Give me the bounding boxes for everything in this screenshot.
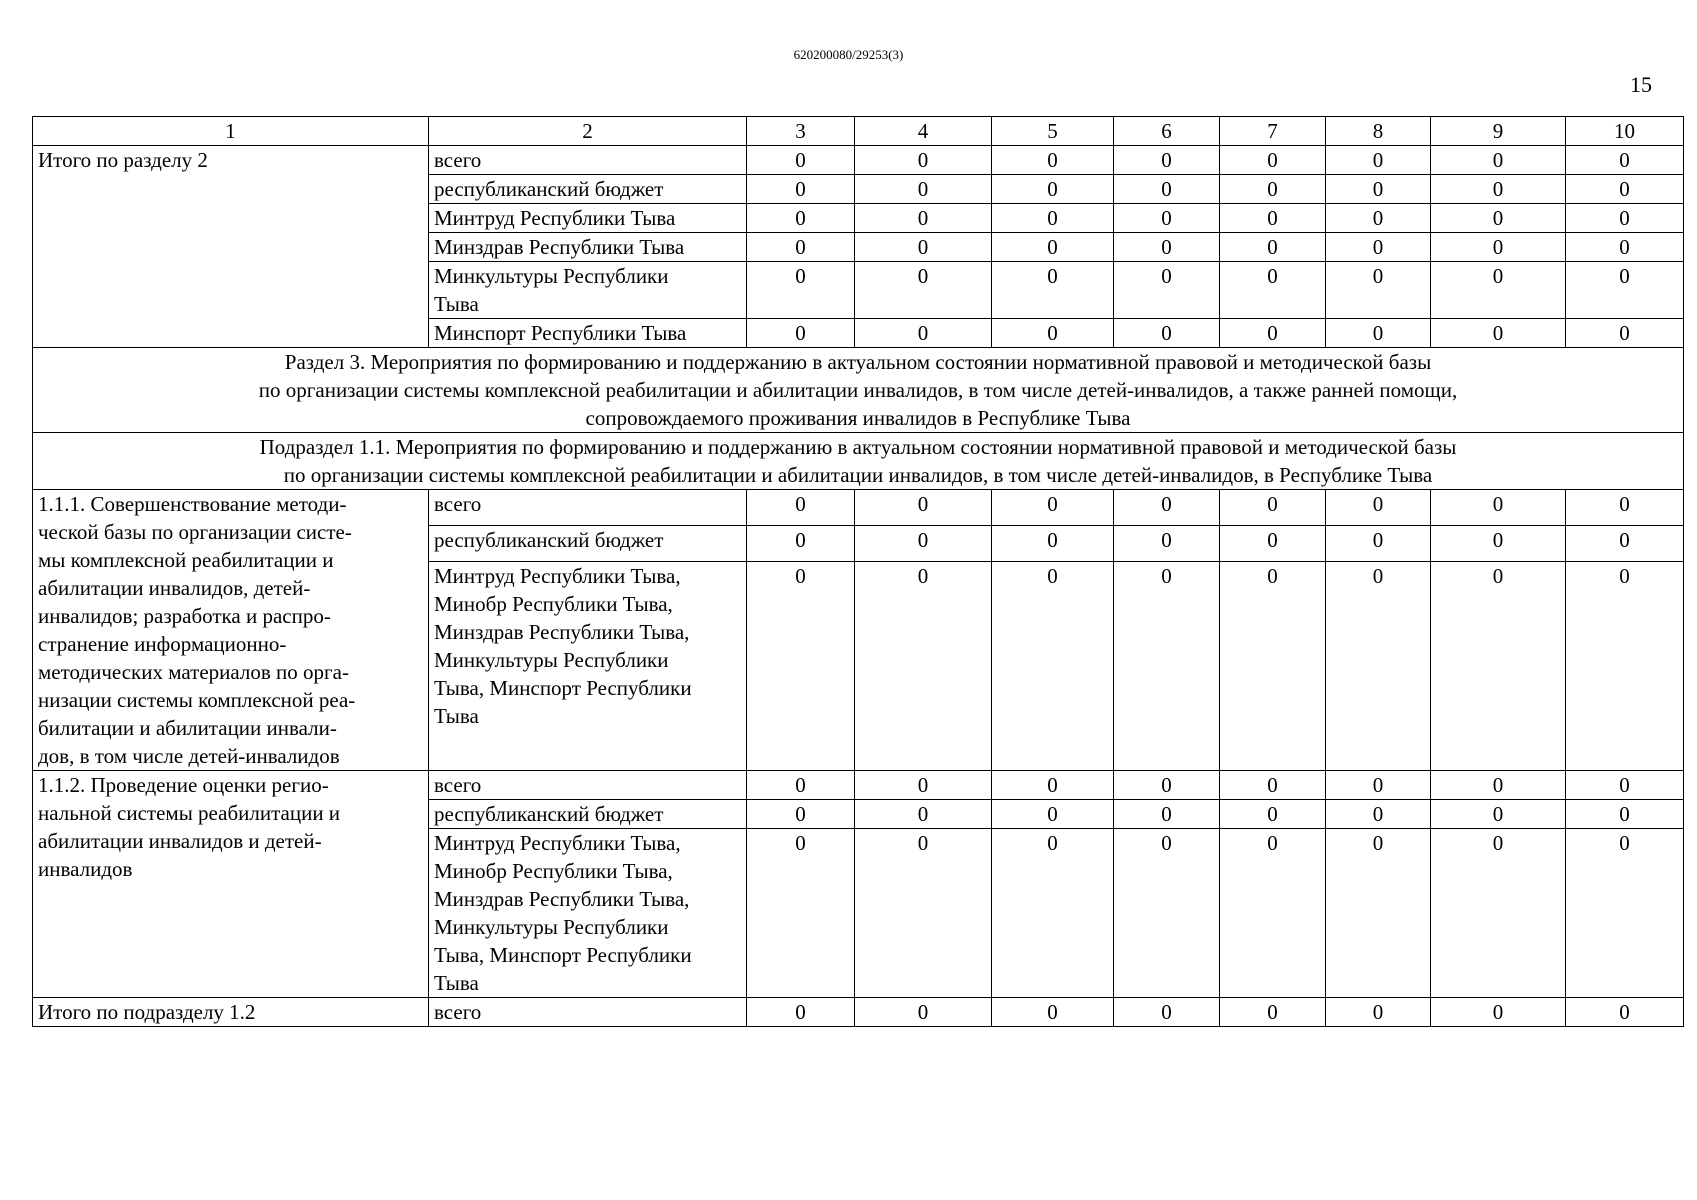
value-cell: 0 [1326, 771, 1431, 800]
funding-source: Минтруд Республики Тыва [429, 204, 747, 233]
funding-source: Минтруд Республики Тыва, Минобр Республики Тыва, Минздрав Республики Тыва, Минкультуры Республики Тыва, Минспорт Республики Тыва [429, 829, 747, 998]
funding-source: всего [429, 146, 747, 175]
value-cell: 0 [747, 829, 855, 998]
value-cell: 0 [1114, 175, 1220, 204]
funding-source: всего [429, 998, 747, 1027]
value-cell: 0 [1220, 233, 1326, 262]
section-heading: Подраздел 1.1. Мероприятия по формированию и поддержанию в актуальном состоянии нормативной правовой и методической базы по организации системы комплексной реабилитации и абилитации инвалидов, в том числе детей-инвалидов, в Республике Тыва [33, 433, 1684, 490]
value-cell: 0 [1114, 319, 1220, 348]
value-cell: 0 [1431, 233, 1566, 262]
funding-table [32, 116, 1684, 1027]
value-cell: 0 [1220, 771, 1326, 800]
value-cell: 0 [1326, 204, 1431, 233]
value-cell: 0 [992, 829, 1114, 998]
value-cell: 0 [992, 525, 1114, 561]
activity-title: 1.1.2. Проведение оценки регио- нальной системы реабилитации и абилитации инвалидов и детей- инвалидов [33, 771, 429, 998]
value-cell: 0 [855, 829, 992, 998]
table-row [33, 490, 1684, 526]
value-cell: 0 [1114, 525, 1220, 561]
funding-source: Минспорт Республики Тыва [429, 319, 747, 348]
funding-source: Минтруд Республики Тыва, Минобр Республики Тыва, Минздрав Республики Тыва, Минкультуры Республики Тыва, Минспорт Республики Тыва [429, 561, 747, 770]
value-cell: 0 [1566, 800, 1684, 829]
value-cell: 0 [992, 262, 1114, 319]
value-cell: 0 [992, 175, 1114, 204]
value-cell: 0 [1114, 146, 1220, 175]
value-cell: 0 [747, 561, 855, 770]
value-cell: 0 [1326, 262, 1431, 319]
value-cell: 0 [1220, 561, 1326, 770]
value-cell: 0 [1431, 490, 1566, 526]
table-body [33, 117, 1684, 1027]
header-cell: 7 [1220, 117, 1326, 146]
value-cell: 0 [992, 146, 1114, 175]
activity-title: 1.1.1. Совершенствование методи- ческой базы по организации систе- мы комплексной реабилитации и абилитации инвалидов, детей- инвалидов; разработка и распро- странение информационно- методических материалов по орга- низации системы комплексной реа- билитации и абилитации инвали- дов, в том числе детей-инвалидов [33, 490, 429, 771]
value-cell: 0 [747, 146, 855, 175]
value-cell: 0 [1431, 829, 1566, 998]
value-cell: 0 [1114, 998, 1220, 1027]
value-cell: 0 [992, 771, 1114, 800]
document-code: 620200080/29253(3) [793, 47, 904, 62]
value-cell: 0 [1326, 998, 1431, 1027]
funding-source: всего [429, 490, 747, 526]
header-cell: 8 [1326, 117, 1431, 146]
value-cell: 0 [1326, 561, 1431, 770]
value-cell: 0 [1431, 146, 1566, 175]
value-cell: 0 [1431, 800, 1566, 829]
value-cell: 0 [1326, 175, 1431, 204]
value-cell: 0 [1431, 262, 1566, 319]
section-heading: Раздел 3. Мероприятия по формированию и поддержанию в актуальном состоянии нормативной правовой и методической базы по организации системы комплексной реабилитации и абилитации инвалидов, в том числе детей-инвалидов, а также ранней помощи, сопровождаемого проживания инвалидов в Республике Тыва [33, 348, 1684, 433]
value-cell: 0 [855, 525, 992, 561]
page-number: 15 [1630, 72, 1652, 97]
value-cell: 0 [855, 146, 992, 175]
value-cell: 0 [1326, 525, 1431, 561]
value-cell: 0 [1220, 998, 1326, 1027]
value-cell: 0 [1326, 146, 1431, 175]
value-cell: 0 [992, 319, 1114, 348]
header-cell: 1 [33, 117, 429, 146]
value-cell: 0 [1114, 561, 1220, 770]
value-cell: 0 [1431, 998, 1566, 1027]
value-cell: 0 [1114, 204, 1220, 233]
value-cell: 0 [1326, 800, 1431, 829]
value-cell: 0 [992, 998, 1114, 1027]
value-cell: 0 [1220, 204, 1326, 233]
value-cell: 0 [747, 490, 855, 526]
value-cell: 0 [1326, 319, 1431, 348]
funding-source: республиканский бюджет [429, 800, 747, 829]
value-cell: 0 [1566, 771, 1684, 800]
value-cell: 0 [855, 319, 992, 348]
value-cell: 0 [1431, 175, 1566, 204]
value-cell: 0 [1220, 829, 1326, 998]
section-row [33, 348, 1684, 433]
value-cell: 0 [747, 771, 855, 800]
header-cell: 4 [855, 117, 992, 146]
header-cell: 2 [429, 117, 747, 146]
value-cell: 0 [1220, 525, 1326, 561]
value-cell: 0 [747, 800, 855, 829]
value-cell: 0 [1431, 204, 1566, 233]
value-cell: 0 [1431, 561, 1566, 770]
value-cell: 0 [1566, 146, 1684, 175]
funding-source: республиканский бюджет [429, 525, 747, 561]
value-cell: 0 [747, 998, 855, 1027]
value-cell: 0 [855, 233, 992, 262]
value-cell: 0 [747, 175, 855, 204]
value-cell: 0 [855, 998, 992, 1027]
funding-source: Минкультуры Республики Тыва [429, 262, 747, 319]
value-cell: 0 [1326, 233, 1431, 262]
value-cell: 0 [1220, 800, 1326, 829]
value-cell: 0 [1566, 998, 1684, 1027]
value-cell: 0 [992, 490, 1114, 526]
value-cell: 0 [855, 490, 992, 526]
value-cell: 0 [992, 561, 1114, 770]
value-cell: 0 [1566, 175, 1684, 204]
value-cell: 0 [1114, 233, 1220, 262]
value-cell: 0 [1326, 490, 1431, 526]
activity-title: Итого по разделу 2 [33, 146, 429, 348]
value-cell: 0 [1431, 771, 1566, 800]
value-cell: 0 [1566, 490, 1684, 526]
value-cell: 0 [855, 561, 992, 770]
value-cell: 0 [747, 319, 855, 348]
header-cell: 5 [992, 117, 1114, 146]
funding-source: всего [429, 771, 747, 800]
value-cell: 0 [1220, 146, 1326, 175]
table-row [33, 771, 1684, 800]
value-cell: 0 [1566, 233, 1684, 262]
funding-source: республиканский бюджет [429, 175, 747, 204]
table-row [33, 998, 1684, 1027]
value-cell: 0 [1220, 262, 1326, 319]
value-cell: 0 [855, 771, 992, 800]
header-cell: 10 [1566, 117, 1684, 146]
value-cell: 0 [1114, 829, 1220, 998]
value-cell: 0 [855, 175, 992, 204]
value-cell: 0 [1566, 204, 1684, 233]
value-cell: 0 [1431, 525, 1566, 561]
value-cell: 0 [747, 233, 855, 262]
table-row [33, 146, 1684, 175]
value-cell: 0 [1566, 262, 1684, 319]
header-cell: 3 [747, 117, 855, 146]
value-cell: 0 [992, 233, 1114, 262]
value-cell: 0 [1220, 490, 1326, 526]
value-cell: 0 [1220, 319, 1326, 348]
value-cell: 0 [1566, 829, 1684, 998]
value-cell: 0 [1114, 800, 1220, 829]
value-cell: 0 [1220, 175, 1326, 204]
header-cell: 9 [1431, 117, 1566, 146]
value-cell: 0 [1114, 771, 1220, 800]
value-cell: 0 [1431, 319, 1566, 348]
value-cell: 0 [855, 262, 992, 319]
funding-source: Минздрав Республики Тыва [429, 233, 747, 262]
header-cell: 6 [1114, 117, 1220, 146]
header-row [33, 117, 1684, 146]
value-cell: 0 [1114, 262, 1220, 319]
value-cell: 0 [1566, 319, 1684, 348]
value-cell: 0 [1114, 490, 1220, 526]
value-cell: 0 [992, 800, 1114, 829]
value-cell: 0 [992, 204, 1114, 233]
value-cell: 0 [1566, 525, 1684, 561]
value-cell: 0 [855, 204, 992, 233]
value-cell: 0 [855, 800, 992, 829]
value-cell: 0 [747, 262, 855, 319]
value-cell: 0 [747, 525, 855, 561]
section-row [33, 433, 1684, 490]
activity-title: Итого по подразделу 1.2 [33, 998, 429, 1027]
value-cell: 0 [1326, 829, 1431, 998]
value-cell: 0 [747, 204, 855, 233]
value-cell: 0 [1566, 561, 1684, 770]
